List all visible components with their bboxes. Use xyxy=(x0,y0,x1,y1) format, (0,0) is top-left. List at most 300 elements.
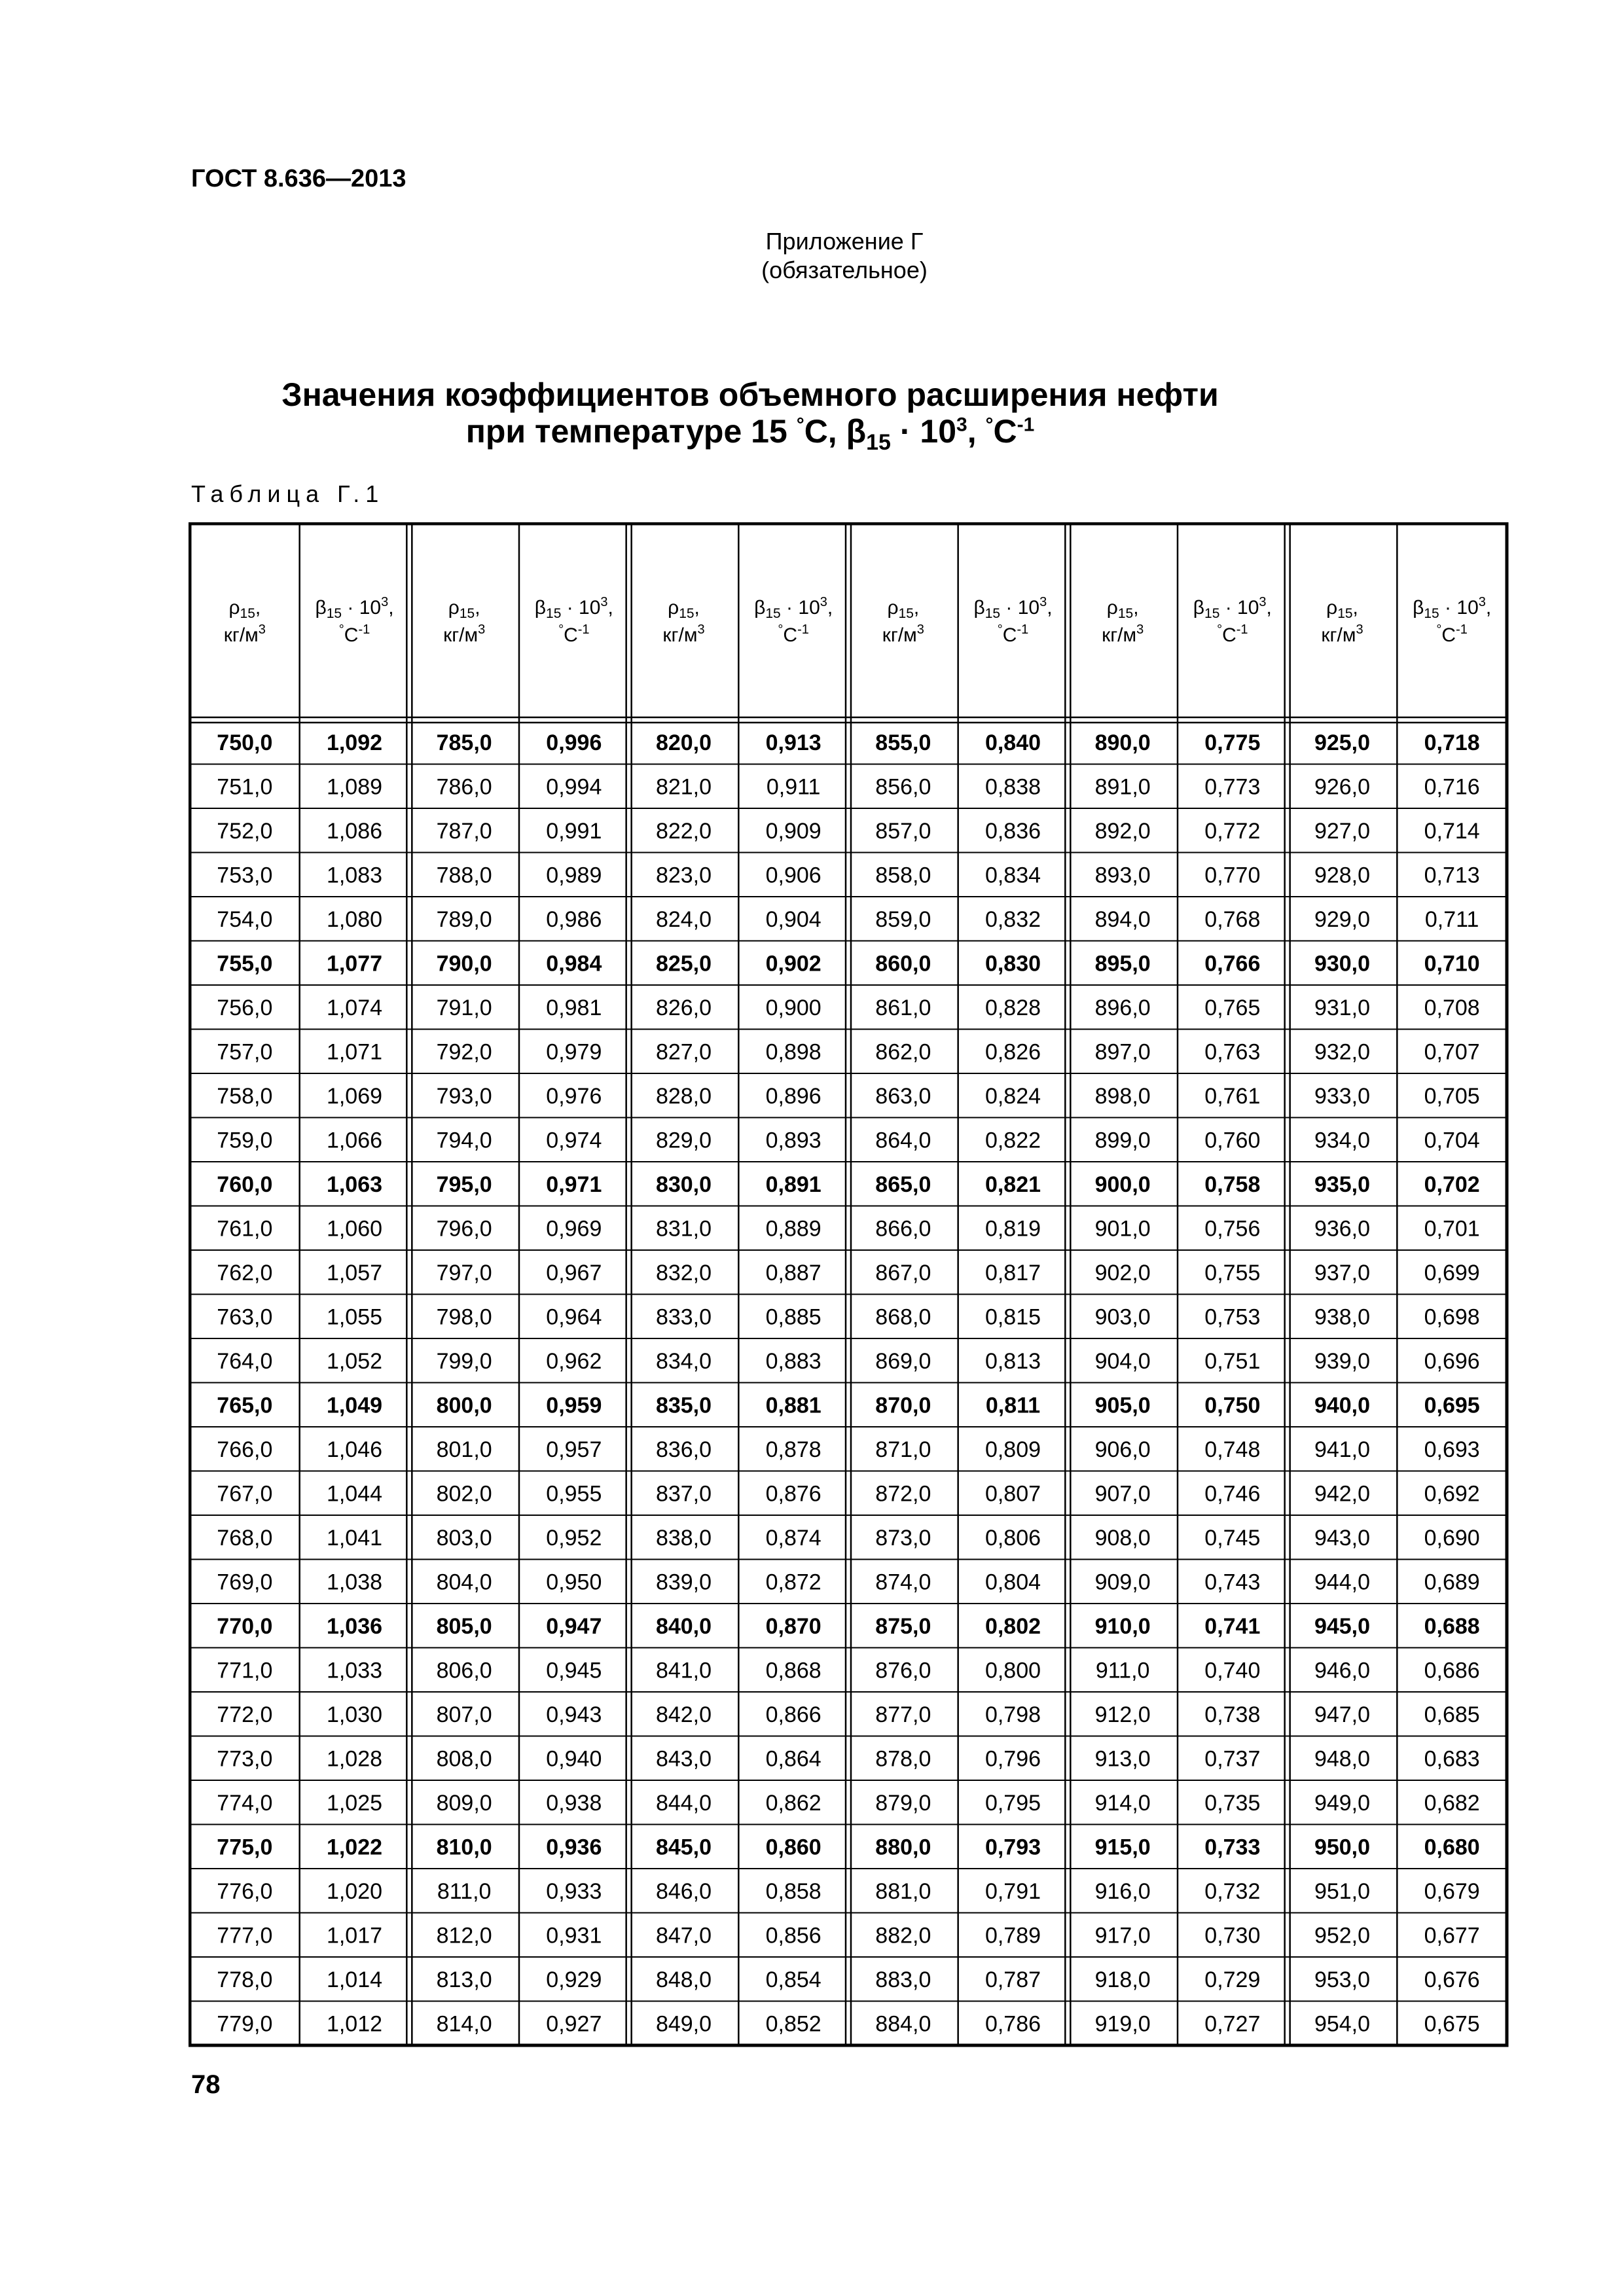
density-cell: 767,0 xyxy=(217,1481,273,1507)
density-cell: 845,0 xyxy=(655,1835,712,1860)
density-cell: 842,0 xyxy=(655,1702,712,1727)
coefficient-cell: 0,927 xyxy=(546,2011,602,2037)
density-cell: 947,0 xyxy=(1314,1702,1371,1727)
coefficient-cell: 1,083 xyxy=(326,863,383,888)
coefficient-cell: 0,800 xyxy=(984,1658,1041,1683)
coefficient-cell: 0,909 xyxy=(765,818,821,844)
header-beta xyxy=(315,595,393,646)
density-cell: 907,0 xyxy=(1094,1481,1151,1507)
density-cell: 787,0 xyxy=(436,818,492,844)
coefficient-cell: 0,906 xyxy=(765,863,821,888)
density-cell: 764,0 xyxy=(217,1348,273,1374)
coefficient-cell: 0,692 xyxy=(1424,1481,1480,1507)
density-cell: 875,0 xyxy=(875,1613,931,1639)
density-cell: 868,0 xyxy=(875,1304,931,1330)
coefficient-cell: 0,760 xyxy=(1204,1128,1261,1153)
density-cell: 871,0 xyxy=(875,1437,931,1462)
density-cell: 943,0 xyxy=(1314,1525,1371,1551)
coefficient-cell: 1,077 xyxy=(326,951,383,977)
coefficient-cell: 0,834 xyxy=(984,863,1041,888)
coefficient-cell: 1,044 xyxy=(326,1481,383,1507)
density-cell: 847,0 xyxy=(655,1923,712,1948)
density-cell: 919,0 xyxy=(1094,2011,1151,2037)
density-cell: 791,0 xyxy=(436,995,492,1020)
density-cell: 953,0 xyxy=(1314,1967,1371,1992)
coefficient-cell: 1,030 xyxy=(326,1702,383,1727)
density-cell: 884,0 xyxy=(875,2011,931,2037)
density-cell: 941,0 xyxy=(1314,1437,1371,1462)
coefficient-cell: 0,858 xyxy=(765,1878,821,1904)
density-cell: 926,0 xyxy=(1314,774,1371,800)
coefficient-cell: 0,690 xyxy=(1424,1525,1480,1551)
density-cell: 820,0 xyxy=(655,730,712,755)
density-cell: 882,0 xyxy=(875,1923,931,1948)
coefficient-cell: 0,811 xyxy=(985,1393,1041,1418)
coefficient-cell: 0,791 xyxy=(984,1878,1041,1904)
density-cell: 862,0 xyxy=(875,1039,931,1065)
density-cell: 927,0 xyxy=(1314,818,1371,844)
density-cell: 863,0 xyxy=(875,1083,931,1109)
svg-text:кг/м3: $кг/м^3$ xyxy=(443,622,486,646)
density-cell: 757,0 xyxy=(217,1039,273,1065)
coefficient-cell: 0,679 xyxy=(1424,1878,1480,1904)
density-cell: 844,0 xyxy=(655,1790,712,1816)
coefficient-cell: 0,699 xyxy=(1424,1260,1480,1285)
density-cell: 785,0 xyxy=(436,730,492,755)
coefficient-cell: 0,730 xyxy=(1204,1923,1261,1948)
header-density xyxy=(882,597,924,646)
coefficient-cell: 0,729 xyxy=(1204,1967,1261,1992)
coefficient-cell: 0,911 xyxy=(766,774,821,800)
header-beta xyxy=(973,595,1052,646)
coefficient-cell: 0,994 xyxy=(546,774,602,800)
density-cell: 937,0 xyxy=(1314,1260,1371,1285)
coefficient-cell: 0,860 xyxy=(765,1835,821,1860)
svg-text:ρ15,: $\rho_{15}$, xyxy=(448,597,480,621)
header-density xyxy=(1102,597,1144,646)
density-cell: 766,0 xyxy=(217,1437,273,1462)
density-cell: 954,0 xyxy=(1314,2011,1371,2037)
density-cell: 893,0 xyxy=(1094,863,1151,888)
coefficient-cell: 0,686 xyxy=(1424,1658,1480,1683)
coefficient-cell: 0,984 xyxy=(546,951,602,977)
coefficient-cell: 0,802 xyxy=(984,1613,1041,1639)
density-cell: 843,0 xyxy=(655,1746,712,1772)
density-cell: 948,0 xyxy=(1314,1746,1371,1772)
density-cell: 933,0 xyxy=(1314,1083,1371,1109)
density-cell: 790,0 xyxy=(436,951,492,977)
density-cell: 936,0 xyxy=(1314,1216,1371,1242)
density-cell: 896,0 xyxy=(1094,995,1151,1020)
header-beta xyxy=(535,595,613,646)
coefficient-cell: 0,753 xyxy=(1204,1304,1261,1330)
coefficient-cell: 0,819 xyxy=(984,1216,1041,1242)
svg-text:β15 · 103,: $\beta_{15} \cdot 10^3$, xyxy=(754,595,833,621)
density-cell: 832,0 xyxy=(655,1260,712,1285)
density-cell: 799,0 xyxy=(436,1348,492,1374)
coefficient-cell: 0,743 xyxy=(1204,1570,1261,1595)
coefficient-cell: 0,913 xyxy=(765,730,821,755)
density-cell: 826,0 xyxy=(655,995,712,1020)
density-cell: 905,0 xyxy=(1094,1393,1151,1418)
coefficient-cell: 0,773 xyxy=(1204,774,1261,800)
coefficient-cell: 0,809 xyxy=(984,1437,1041,1462)
density-cell: 903,0 xyxy=(1094,1304,1151,1330)
coefficient-cell: 0,872 xyxy=(765,1570,821,1595)
coefficient-cell: 1,092 xyxy=(326,730,383,755)
density-cell: 824,0 xyxy=(655,906,712,932)
density-cell: 950,0 xyxy=(1314,1835,1371,1860)
coefficient-cell: 0,775 xyxy=(1204,730,1261,755)
coefficient-cell: 1,022 xyxy=(326,1835,383,1860)
coefficient-cell: 0,751 xyxy=(1204,1348,1261,1374)
density-cell: 750,0 xyxy=(217,730,273,755)
coefficient-cell: 1,020 xyxy=(326,1878,383,1904)
density-cell: 814,0 xyxy=(436,2011,492,2037)
density-cell: 929,0 xyxy=(1314,906,1371,932)
density-cell: 952,0 xyxy=(1314,1923,1371,1948)
coefficient-cell: 0,756 xyxy=(1204,1216,1261,1242)
density-cell: 796,0 xyxy=(436,1216,492,1242)
density-cell: 890,0 xyxy=(1094,730,1151,755)
density-cell: 836,0 xyxy=(655,1437,712,1462)
density-cell: 904,0 xyxy=(1094,1348,1151,1374)
coefficient-cell: 0,874 xyxy=(765,1525,821,1551)
density-cell: 806,0 xyxy=(436,1658,492,1683)
coefficient-cell: 0,902 xyxy=(765,951,821,977)
density-cell: 834,0 xyxy=(655,1348,712,1374)
density-cell: 848,0 xyxy=(655,1967,712,1992)
coefficient-cell: 0,854 xyxy=(765,1967,821,1992)
coefficient-cell: 0,755 xyxy=(1204,1260,1261,1285)
density-cell: 849,0 xyxy=(655,2011,712,2037)
svg-text:кг/м3: $кг/м^3$ xyxy=(223,622,266,646)
coefficient-cell: 0,798 xyxy=(984,1702,1041,1727)
header-beta xyxy=(1193,595,1272,646)
density-cell: 813,0 xyxy=(436,1967,492,1992)
density-cell: 786,0 xyxy=(436,774,492,800)
density-cell: 892,0 xyxy=(1094,818,1151,844)
density-cell: 935,0 xyxy=(1314,1172,1371,1197)
density-cell: 769,0 xyxy=(217,1570,273,1595)
coefficient-cell: 0,991 xyxy=(546,818,602,844)
svg-text:кг/м3: $кг/м^3$ xyxy=(1102,622,1144,646)
coefficient-cell: 0,789 xyxy=(984,1923,1041,1948)
coefficient-cell: 1,049 xyxy=(326,1393,383,1418)
density-cell: 916,0 xyxy=(1094,1878,1151,1904)
density-cell: 873,0 xyxy=(875,1525,931,1551)
density-cell: 751,0 xyxy=(217,774,273,800)
svg-text:ρ15,: $\rho_{15}$, xyxy=(668,597,700,621)
density-cell: 915,0 xyxy=(1094,1835,1151,1860)
document-code: ГОСТ 8.636—2013 xyxy=(191,165,406,192)
coefficient-cell: 0,959 xyxy=(546,1393,602,1418)
coefficient-cell: 0,735 xyxy=(1204,1790,1261,1816)
density-cell: 812,0 xyxy=(436,1923,492,1948)
coefficient-cell: 0,786 xyxy=(984,2011,1041,2037)
density-cell: 925,0 xyxy=(1314,730,1371,755)
coefficient-cell: 0,708 xyxy=(1424,995,1480,1020)
density-cell: 778,0 xyxy=(217,1967,273,1992)
svg-text:°С-1: $^\circ С^{-1}$ xyxy=(1217,622,1248,646)
coefficient-cell: 0,765 xyxy=(1204,995,1261,1020)
coefficient-cell: 0,971 xyxy=(546,1172,602,1197)
svg-text:β15 · 103,: $\beta_{15} \cdot 10^3$, xyxy=(973,595,1053,621)
coefficient-cell: 1,055 xyxy=(326,1304,383,1330)
coefficient-cell: 0,828 xyxy=(984,995,1041,1020)
appendix-title: Приложение Г xyxy=(765,228,924,255)
svg-text:ρ15,: $\rho_{15}$, xyxy=(1326,597,1358,621)
density-cell: 802,0 xyxy=(436,1481,492,1507)
density-cell: 855,0 xyxy=(875,730,931,755)
coefficient-cell: 0,772 xyxy=(1204,818,1261,844)
density-cell: 804,0 xyxy=(436,1570,492,1595)
coefficient-cell: 0,900 xyxy=(765,995,821,1020)
coefficient-cell: 0,876 xyxy=(765,1481,821,1507)
density-cell: 840,0 xyxy=(655,1613,712,1639)
coefficient-cell: 0,878 xyxy=(765,1437,821,1462)
density-cell: 942,0 xyxy=(1314,1481,1371,1507)
density-cell: 765,0 xyxy=(217,1393,273,1418)
coefficient-cell: 0,986 xyxy=(546,906,602,932)
density-cell: 867,0 xyxy=(875,1260,931,1285)
coefficient-cell: 0,852 xyxy=(765,2011,821,2037)
svg-text:ρ15,: $\rho_{15}$, xyxy=(887,597,920,621)
svg-text:ρ15,: $\rho_{15}$, xyxy=(228,597,261,621)
coefficient-cell: 0,952 xyxy=(546,1525,602,1551)
density-cell: 794,0 xyxy=(436,1128,492,1153)
coefficient-cell: 0,885 xyxy=(765,1304,821,1330)
density-cell: 944,0 xyxy=(1314,1570,1371,1595)
coefficient-cell: 0,832 xyxy=(984,906,1041,932)
density-cell: 951,0 xyxy=(1314,1878,1371,1904)
coefficient-cell: 0,688 xyxy=(1424,1613,1480,1639)
coefficient-cell: 1,046 xyxy=(326,1437,383,1462)
density-cell: 835,0 xyxy=(655,1393,712,1418)
coefficient-cell: 0,733 xyxy=(1204,1835,1261,1860)
density-cell: 899,0 xyxy=(1094,1128,1151,1153)
density-cell: 906,0 xyxy=(1094,1437,1151,1462)
density-cell: 894,0 xyxy=(1094,906,1151,932)
density-cell: 774,0 xyxy=(217,1790,273,1816)
coefficient-cell: 0,979 xyxy=(546,1039,602,1065)
svg-text:°С-1: $^\circ С^{-1}$ xyxy=(338,622,370,646)
density-cell: 878,0 xyxy=(875,1746,931,1772)
coefficient-cell: 0,680 xyxy=(1424,1835,1480,1860)
coefficient-cell: 0,826 xyxy=(984,1039,1041,1065)
density-cell: 756,0 xyxy=(217,995,273,1020)
coefficient-cell: 1,071 xyxy=(326,1039,383,1065)
svg-text:β15 · 103,: $\beta_{15} \cdot 10^3$, xyxy=(534,595,613,621)
coefficient-cell: 0,807 xyxy=(984,1481,1041,1507)
coefficient-cell: 0,893 xyxy=(765,1128,821,1153)
density-cell: 908,0 xyxy=(1094,1525,1151,1551)
coefficient-cell: 0,981 xyxy=(546,995,602,1020)
density-cell: 872,0 xyxy=(875,1481,931,1507)
coefficient-cell: 0,996 xyxy=(546,730,602,755)
svg-text:β15 · 103,: $\beta_{15} \cdot 10^3$, xyxy=(1413,595,1492,621)
density-cell: 874,0 xyxy=(875,1570,931,1595)
coefficient-cell: 0,768 xyxy=(1204,906,1261,932)
coefficient-cell: 0,737 xyxy=(1204,1746,1261,1772)
coefficient-cell: 0,933 xyxy=(546,1878,602,1904)
coefficient-cell: 1,014 xyxy=(326,1967,383,1992)
coefficient-cell: 0,698 xyxy=(1424,1304,1480,1330)
density-cell: 800,0 xyxy=(436,1393,492,1418)
density-cell: 939,0 xyxy=(1314,1348,1371,1374)
coefficient-cell: 0,896 xyxy=(765,1083,821,1109)
coefficient-cell: 0,732 xyxy=(1204,1878,1261,1904)
coefficient-cell: 0,758 xyxy=(1204,1172,1261,1197)
density-cell: 930,0 xyxy=(1314,951,1371,977)
coefficient-cell: 0,675 xyxy=(1424,2011,1480,2037)
density-cell: 895,0 xyxy=(1094,951,1151,977)
density-cell: 759,0 xyxy=(217,1128,273,1153)
coefficient-cell: 0,940 xyxy=(546,1746,602,1772)
density-cell: 934,0 xyxy=(1314,1128,1371,1153)
coefficient-cell: 0,707 xyxy=(1424,1039,1480,1065)
density-cell: 912,0 xyxy=(1094,1702,1151,1727)
density-cell: 881,0 xyxy=(875,1878,931,1904)
density-cell: 758,0 xyxy=(217,1083,273,1109)
coefficient-cell: 1,041 xyxy=(326,1525,383,1551)
coefficient-cell: 1,033 xyxy=(326,1658,383,1683)
density-cell: 828,0 xyxy=(655,1083,712,1109)
density-cell: 900,0 xyxy=(1094,1172,1151,1197)
density-cell: 772,0 xyxy=(217,1702,273,1727)
coefficient-cell: 0,766 xyxy=(1204,951,1261,977)
table-border xyxy=(190,524,1507,2045)
density-cell: 918,0 xyxy=(1094,1967,1151,1992)
coefficient-cell: 1,080 xyxy=(326,906,383,932)
density-cell: 870,0 xyxy=(875,1393,931,1418)
density-cell: 792,0 xyxy=(436,1039,492,1065)
density-cell: 822,0 xyxy=(655,818,712,844)
table-title-line2: при температуре 15 °С, $\beta_{15} \cdot 10^3$, $^\circ С^{-1}$ xyxy=(465,413,1035,455)
coefficient-cell: 0,821 xyxy=(984,1172,1041,1197)
coefficient-cell: 0,887 xyxy=(765,1260,821,1285)
coefficient-cell: 0,763 xyxy=(1204,1039,1261,1065)
density-cell: 827,0 xyxy=(655,1039,712,1065)
density-cell: 811,0 xyxy=(437,1878,492,1904)
coefficient-cell: 0,741 xyxy=(1204,1613,1261,1639)
coefficient-cell: 0,685 xyxy=(1424,1702,1480,1727)
density-cell: 877,0 xyxy=(875,1702,931,1727)
density-cell: 880,0 xyxy=(875,1835,931,1860)
density-cell: 821,0 xyxy=(655,774,712,800)
coefficient-cell: 1,057 xyxy=(326,1260,383,1285)
coefficient-cell: 0,677 xyxy=(1424,1923,1480,1948)
coefficient-cell: 0,943 xyxy=(546,1702,602,1727)
header-beta xyxy=(754,595,833,646)
coefficient-cell: 0,682 xyxy=(1424,1790,1480,1816)
coefficient-cell: 0,870 xyxy=(765,1613,821,1639)
coefficient-cell: 0,976 xyxy=(546,1083,602,1109)
coefficient-cell: 0,750 xyxy=(1204,1393,1261,1418)
coefficient-cell: 0,974 xyxy=(546,1128,602,1153)
density-cell: 861,0 xyxy=(875,995,931,1020)
coefficient-cell: 0,862 xyxy=(765,1790,821,1816)
coefficient-cell: 0,714 xyxy=(1424,818,1480,844)
coefficient-cell: 0,815 xyxy=(984,1304,1041,1330)
density-cell: 866,0 xyxy=(875,1216,931,1242)
coefficient-cell: 1,052 xyxy=(326,1348,383,1374)
density-cell: 775,0 xyxy=(217,1835,273,1860)
coefficient-cell: 0,745 xyxy=(1204,1525,1261,1551)
coefficient-cell: 1,036 xyxy=(326,1613,383,1639)
density-cell: 762,0 xyxy=(217,1260,273,1285)
svg-text:кг/м3: $кг/м^3$ xyxy=(1321,622,1363,646)
density-cell: 773,0 xyxy=(217,1746,273,1772)
coefficient-cell: 0,881 xyxy=(765,1393,821,1418)
density-cell: 913,0 xyxy=(1094,1746,1151,1772)
density-cell: 760,0 xyxy=(217,1172,273,1197)
coefficient-cell: 0,705 xyxy=(1424,1083,1480,1109)
density-cell: 898,0 xyxy=(1094,1083,1151,1109)
density-cell: 795,0 xyxy=(436,1172,492,1197)
coefficient-cell: 0,967 xyxy=(546,1260,602,1285)
density-cell: 938,0 xyxy=(1314,1304,1371,1330)
density-cell: 808,0 xyxy=(436,1746,492,1772)
density-cell: 910,0 xyxy=(1094,1613,1151,1639)
density-cell: 771,0 xyxy=(217,1658,273,1683)
header-density xyxy=(1321,597,1363,646)
coefficient-cell: 1,089 xyxy=(326,774,383,800)
coefficient-cell: 0,796 xyxy=(984,1746,1041,1772)
density-cell: 914,0 xyxy=(1094,1790,1151,1816)
coefficient-cell: 0,950 xyxy=(546,1570,602,1595)
coefficient-cell: 0,704 xyxy=(1424,1128,1480,1153)
coefficient-cell: 0,804 xyxy=(984,1570,1041,1595)
density-cell: 797,0 xyxy=(436,1260,492,1285)
density-cell: 940,0 xyxy=(1314,1393,1371,1418)
density-cell: 901,0 xyxy=(1094,1216,1151,1242)
svg-text:°С-1: $^\circ С^{-1}$ xyxy=(778,622,809,646)
coefficient-cell: 0,806 xyxy=(984,1525,1041,1551)
coefficient-cell: 0,689 xyxy=(1424,1570,1480,1595)
svg-text:β15 · 103,: $\beta_{15} \cdot 10^3$, xyxy=(1193,595,1272,621)
table-title-line1: Значения коэффициентов объемного расширения нефти xyxy=(281,376,1219,413)
coefficient-cell: 0,710 xyxy=(1424,951,1480,977)
header-density xyxy=(443,597,485,646)
density-cell: 752,0 xyxy=(217,818,273,844)
coefficient-cell: 0,929 xyxy=(546,1967,602,1992)
coefficient-cell: 0,817 xyxy=(984,1260,1041,1285)
header-density xyxy=(224,597,266,646)
coefficient-cell: 1,038 xyxy=(326,1570,383,1595)
density-cell: 911,0 xyxy=(1095,1658,1150,1683)
coefficient-cell: 0,866 xyxy=(765,1702,821,1727)
svg-text:°С-1: $^\circ С^{-1}$ xyxy=(558,622,590,646)
density-cell: 793,0 xyxy=(436,1083,492,1109)
coefficient-cell: 0,964 xyxy=(546,1304,602,1330)
density-cell: 902,0 xyxy=(1094,1260,1151,1285)
coefficient-cell: 0,864 xyxy=(765,1746,821,1772)
svg-text:°С-1: $^\circ С^{-1}$ xyxy=(997,622,1029,646)
density-cell: 932,0 xyxy=(1314,1039,1371,1065)
density-cell: 859,0 xyxy=(875,906,931,932)
density-cell: 807,0 xyxy=(436,1702,492,1727)
coefficient-cell: 1,069 xyxy=(326,1083,383,1109)
coefficient-cell: 0,830 xyxy=(984,951,1041,977)
table-label: Таблица Г.1 xyxy=(191,480,385,507)
density-cell: 891,0 xyxy=(1094,774,1151,800)
density-cell: 789,0 xyxy=(436,906,492,932)
coefficient-table xyxy=(189,522,1524,2063)
coefficient-cell: 0,793 xyxy=(984,1835,1041,1860)
density-cell: 763,0 xyxy=(217,1304,273,1330)
coefficient-cell: 0,727 xyxy=(1204,2011,1261,2037)
